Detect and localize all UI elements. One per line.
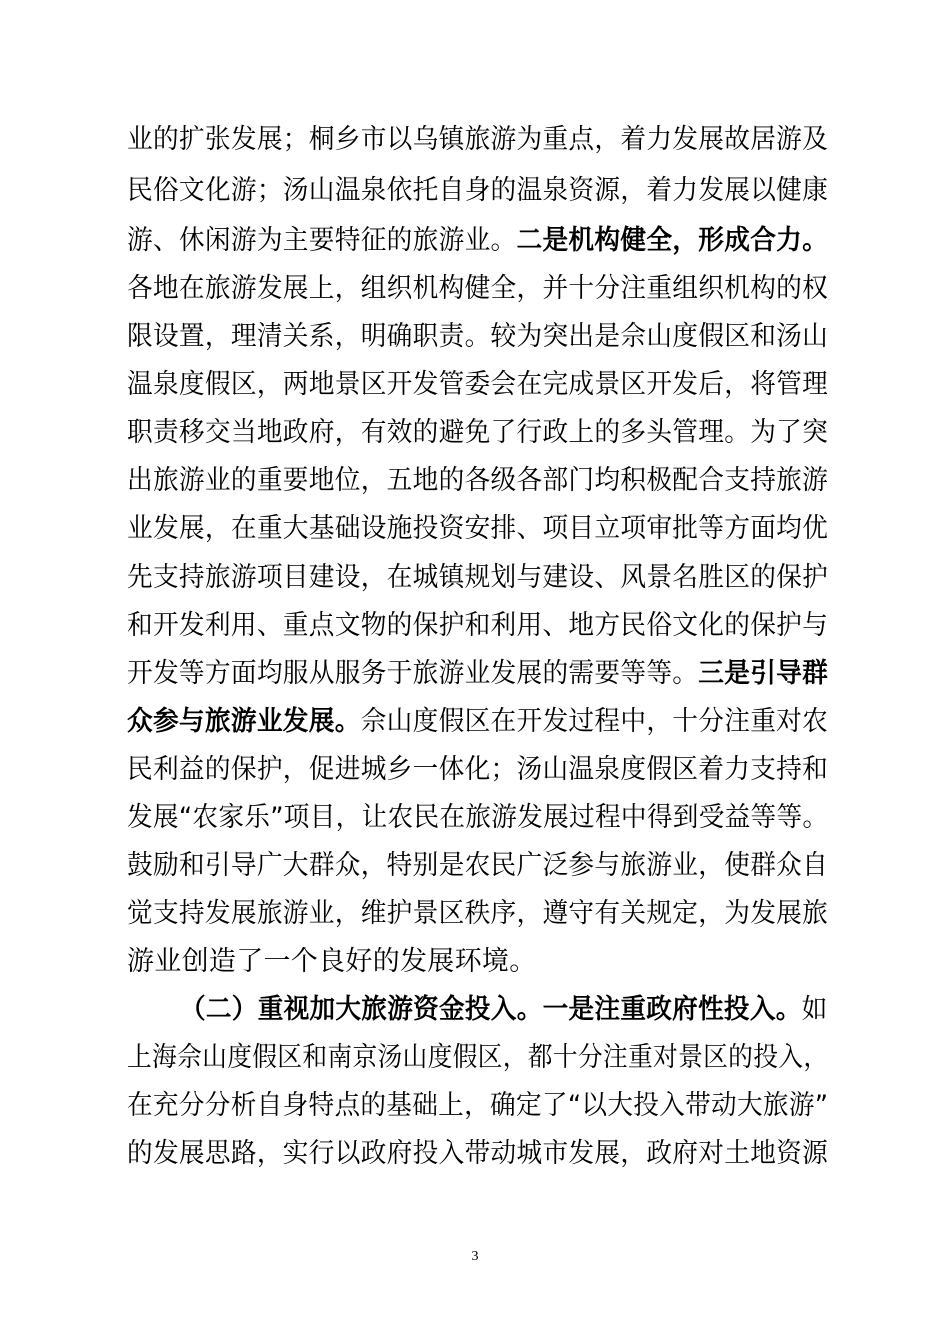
text-segment: 职责移交当地政府，有效的避免了行政上的多头管理。为了突: [127, 417, 829, 448]
text-segment: 在充分分析自身特点的基础上，确定了“以大投入带动大旅游”: [127, 1090, 829, 1121]
bold-heading-segment: 二是机构健全，形成合力。: [516, 225, 829, 256]
text-line: [127, 226, 828, 256]
text-line: [127, 851, 828, 881]
text-segment: 鼓励和引导广大群众，特别是农民广泛参与旅游业，使群众自: [127, 850, 829, 881]
text-segment: 游、休闲游为主要特征的旅游业。: [127, 225, 517, 256]
text-line: [127, 899, 828, 929]
text-segment: 出旅游业的重要地位，五地的各级各部门均积极配合支持旅游: [127, 465, 829, 496]
text-line: [127, 707, 828, 737]
text-segment: 发展“农家乐”项目，让农民在旅游发展过程中得到受益等等。: [127, 802, 829, 833]
text-line: [127, 418, 828, 448]
text-segment: 上海佘山度假区和南京汤山度假区，都十分注重对景区的投入，: [127, 1042, 829, 1073]
text-segment: 民利益的保护，促进城乡一体化；汤山温泉度假区着力支持和: [127, 754, 829, 785]
text-line: [127, 370, 828, 400]
text-segment: 如: [801, 994, 828, 1025]
text-line: [127, 947, 537, 977]
text-line: [127, 611, 828, 641]
text-line: [127, 803, 828, 833]
text-line: [180, 995, 828, 1025]
text-segment: 限设置，理清关系，明确职责。较为突出是佘山度假区和汤山: [127, 321, 829, 352]
text-line: [127, 176, 828, 206]
text-segment: 觉支持发展旅游业，维护景区秩序，遵守有关规定，为发展旅: [127, 898, 829, 929]
text-line: [127, 563, 828, 593]
text-line: [127, 755, 828, 785]
page-number: 3: [471, 1249, 479, 1264]
text-line: [127, 1043, 828, 1073]
text-line: [127, 466, 828, 496]
text-line: [127, 1139, 828, 1169]
bold-heading-segment: （二）重视加大旅游资金投入。一是注重政府性投入。: [180, 994, 802, 1025]
text-segment: 各地在旅游发展上，组织机构健全，并十分注重组织机构的权: [127, 273, 829, 304]
text-segment: 和开发利用、重点文物的保护和利用、地方民俗文化的保护与: [127, 610, 829, 641]
text-segment: 先支持旅游项目建设，在城镇规划与建设、风景名胜区的保护: [127, 562, 829, 593]
text-segment: 业的扩张发展；桐乡市以乌镇旅游为重点，着力发展故居游及: [127, 124, 829, 155]
text-segment: 的发展思路，实行以政府投入带动城市发展，政府对土地资源: [127, 1138, 829, 1169]
bold-heading-segment: 众参与旅游业发展。: [127, 706, 361, 737]
text-line: [127, 274, 828, 304]
text-line: [127, 659, 828, 689]
text-line: [127, 125, 828, 155]
bold-heading-segment: 三是引导群: [698, 658, 829, 689]
text-segment: 佘山度假区在开发过程中，十分注重对农: [360, 706, 829, 737]
text-line: [127, 322, 828, 352]
text-segment: 开发等方面均服从服务于旅游业发展的需要等等。: [127, 658, 699, 689]
text-line: [127, 1091, 828, 1121]
text-segment: 温泉度假区，两地景区开发管委会在完成景区开发后，将管理: [127, 369, 829, 400]
text-line: [127, 514, 828, 544]
text-segment: 业发展，在重大基础设施投资安排、项目立项审批等方面均优: [127, 513, 829, 544]
text-segment: 游业创造了一个良好的发展环境。: [127, 946, 537, 977]
text-segment: 民俗文化游；汤山温泉依托自身的温泉资源，着力发展以健康: [127, 175, 829, 206]
